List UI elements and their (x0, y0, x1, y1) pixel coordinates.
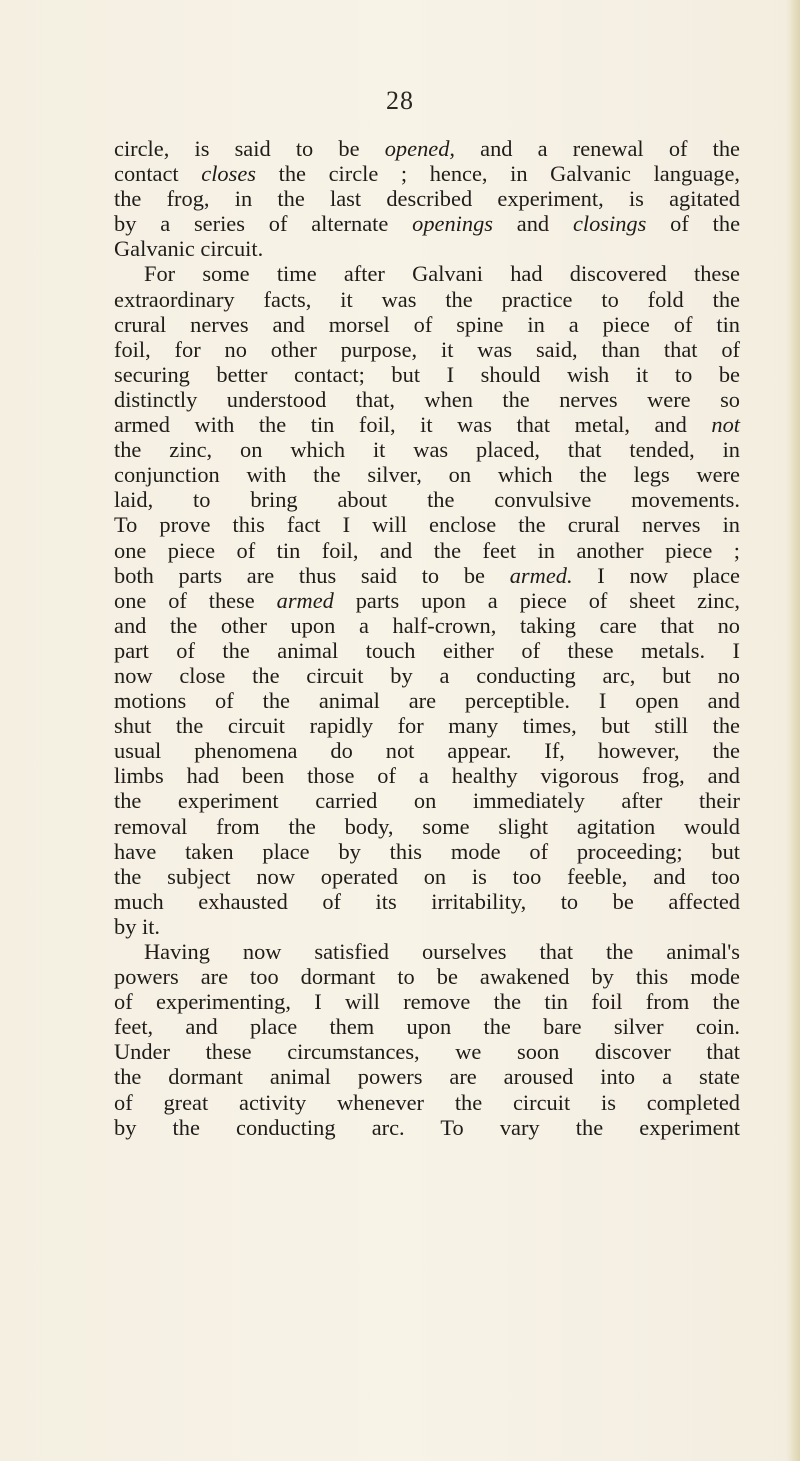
text-line (114, 788, 740, 813)
text-line (114, 663, 740, 688)
text-line (114, 337, 740, 362)
italic-text: armed (276, 587, 334, 613)
text-run: limbs had been those of a healthy vigorous frog, and (114, 763, 740, 789)
text-run: crural nerves and morsel of spine in a piece of tin (114, 311, 740, 337)
text-run: motions of the animal are perceptible. I open and (114, 688, 740, 714)
text-run: Galvanic circuit. (114, 236, 264, 262)
text-run: the circle ; hence, in Galvanic language, (256, 161, 741, 187)
text-line (114, 136, 740, 161)
text-line (114, 964, 740, 989)
text-line (114, 186, 740, 211)
text-line (114, 889, 740, 914)
text-line (114, 1115, 740, 1140)
text-line (114, 738, 740, 763)
text-run: of the (646, 211, 741, 237)
text-run: distinctly understood that, when the nerves were so (114, 386, 740, 412)
text-run: and a renewal of the (455, 136, 740, 161)
text-run: part of the animal touch either of these metals. I (114, 637, 740, 663)
text-line (114, 914, 740, 939)
text-line (114, 588, 740, 613)
page-edge-shadow (786, 0, 800, 1461)
text-run: powers are too dormant to be awakened by this mode (114, 964, 740, 990)
text-run: Under these circumstances, we soon discover that (114, 1039, 740, 1065)
text-line (114, 563, 740, 588)
text-run: For some time after Galvani had discovered these (144, 261, 740, 287)
italic-text: opened, (384, 136, 455, 161)
text-run: armed with the tin foil, it was that metal, and (114, 412, 712, 438)
text-line (114, 1039, 740, 1064)
text-line (114, 312, 740, 337)
text-line (114, 487, 740, 512)
text-line (114, 211, 740, 236)
text-run: removal from the body, some slight agitation would (114, 813, 740, 839)
italic-text: not (711, 412, 740, 438)
italic-text: armed. (509, 562, 573, 588)
text-run: feet, and place them upon the bare silver coin. (114, 1014, 740, 1040)
text-line (114, 1064, 740, 1089)
text-run: both parts are thus said to be (114, 562, 510, 588)
italic-text: openings (412, 211, 493, 237)
text-line (114, 437, 740, 462)
text-line (114, 839, 740, 864)
italic-text: closes (201, 161, 256, 187)
text-line (114, 412, 740, 437)
text-run: by the conducting arc. To vary the experiment (114, 1114, 740, 1140)
text-line (114, 713, 740, 738)
text-run: circle, is said to be (114, 136, 385, 161)
text-run: have taken place by this mode of proceeding; but (114, 838, 740, 864)
text-run: the dormant animal powers are aroused into a state (114, 1064, 740, 1090)
text-line (114, 362, 740, 387)
text-run: foil, for no other purpose, it was said, than that of (114, 336, 740, 362)
text-run: conjunction with the silver, on which the legs were (114, 462, 740, 488)
text-run: much exhausted of its irritability, to be affected (114, 888, 740, 914)
text-run: parts upon a piece of sheet zinc, (333, 587, 740, 613)
page-number: 28 (386, 86, 414, 115)
text-run: by a series of alternate (114, 211, 413, 237)
text-run: one of these (114, 587, 277, 613)
text-run: securing better contact; but I should wish it to be (114, 361, 740, 387)
text-run: Having now satisfied ourselves that the animal's (144, 939, 740, 964)
text-run: and (492, 211, 573, 237)
text-run: the experiment carried on immediately after their (114, 788, 740, 814)
text-run: the subject now operated on is too feeble, and too (114, 863, 740, 889)
text-line (114, 814, 740, 839)
text-run: contact (114, 161, 202, 187)
text-run: To prove this fact I will enclose the crural nerves in (114, 512, 740, 538)
text-run: laid, to bring about the convulsive movements. (114, 487, 740, 513)
text-line (114, 1090, 740, 1115)
text-line (114, 864, 740, 889)
text-run: one piece of tin foil, and the feet in another piece ; (114, 537, 740, 563)
text-line (114, 638, 740, 663)
text-line (114, 763, 740, 788)
text-run: by it. (114, 913, 161, 939)
text-line (114, 939, 740, 964)
text-run: usual phenomena do not appear. If, however, the (114, 738, 740, 764)
text-line (114, 688, 740, 713)
text-run: extraordinary facts, it was the practice to fold the (114, 286, 740, 312)
text-line (114, 261, 740, 286)
text-run: and the other upon a half-crown, taking care that no (114, 612, 740, 638)
text-run: the frog, in the last described experiment, is agitated (114, 186, 740, 212)
text-line (114, 512, 740, 537)
text-line (114, 1014, 740, 1039)
text-run: shut the circuit rapidly for many times, but still the (114, 713, 740, 739)
italic-text: closings (572, 211, 647, 237)
text-line (114, 236, 740, 261)
text-line (114, 161, 740, 186)
text-line (114, 613, 740, 638)
text-run: now close the circuit by a conducting arc, but no (114, 662, 740, 688)
text-line (114, 538, 740, 563)
text-run: of experimenting, I will remove the tin foil from the (114, 989, 740, 1015)
text-run: of great activity whenever the circuit is completed (114, 1089, 740, 1115)
text-line (114, 287, 740, 312)
text-line (114, 989, 740, 1014)
text-line (114, 387, 740, 412)
text-line (114, 462, 740, 487)
body-text (114, 136, 740, 1140)
text-run: the zinc, on which it was placed, that tended, in (114, 437, 740, 463)
text-run: I now place (572, 562, 740, 588)
